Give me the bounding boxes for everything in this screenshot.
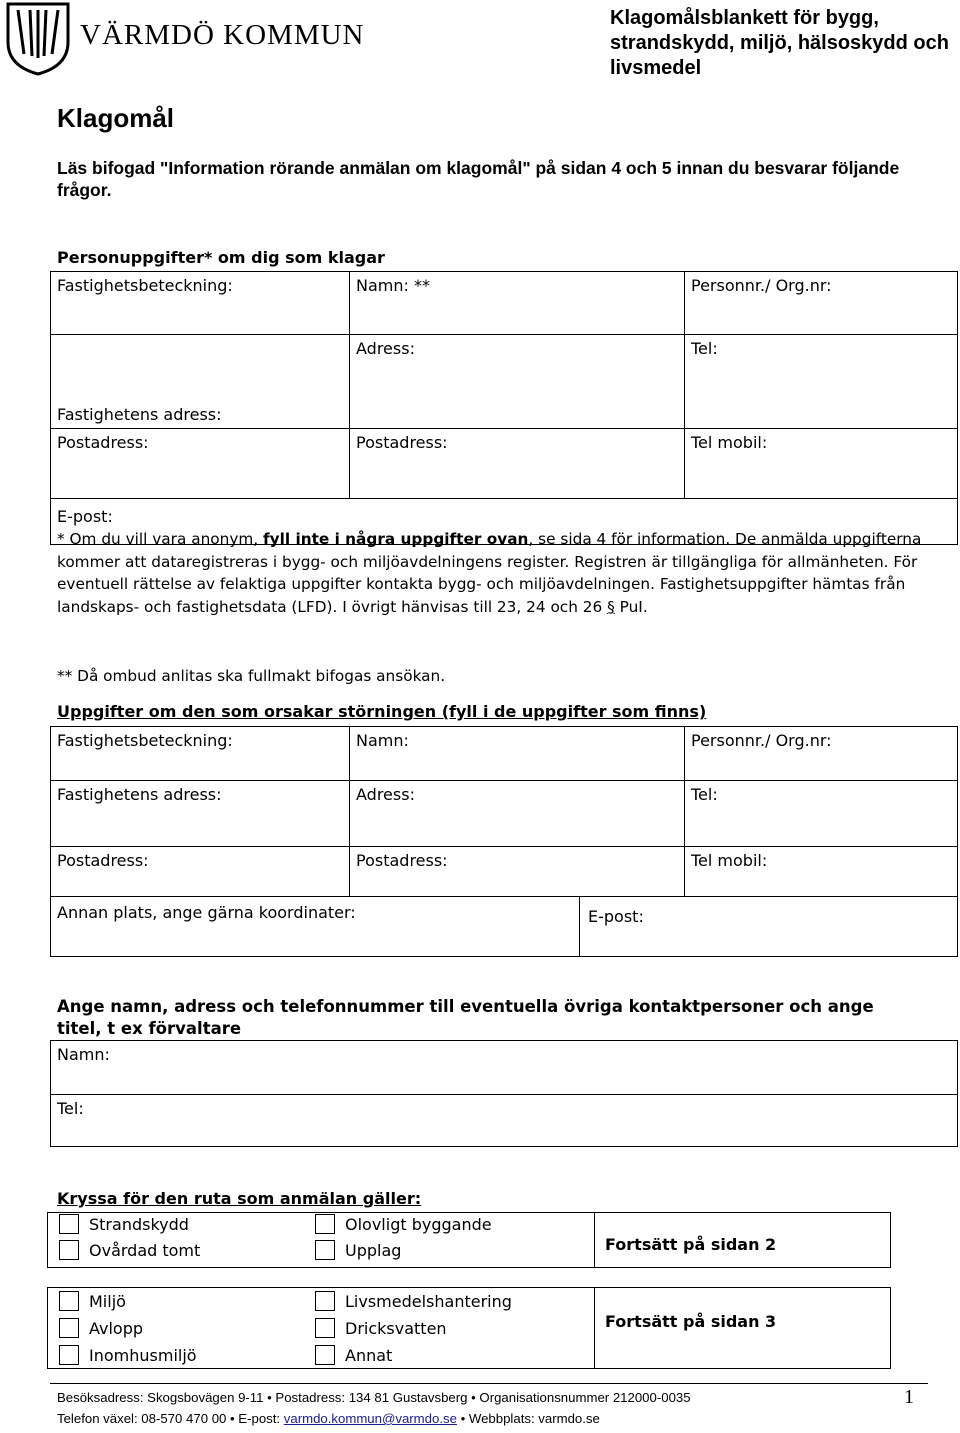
- field-label: Namn:: [57, 1045, 110, 1064]
- divider: [594, 1287, 595, 1369]
- privacy-note: [57, 528, 937, 618]
- note-anonymous-lead: * Om du vill vara anonym,: [57, 530, 259, 548]
- field-label: Personnr./ Org.nr:: [691, 731, 832, 750]
- checkbox-ovardad-tomt[interactable]: [59, 1240, 200, 1260]
- checkbox-label: Ovårdad tomt: [89, 1240, 201, 1260]
- field-label: Annan plats, ange gärna koordinater:: [57, 903, 356, 922]
- field-label: Fastighetens adress:: [57, 785, 222, 804]
- checkbox-strandskydd[interactable]: [59, 1214, 189, 1234]
- field-label: Postadress:: [57, 433, 149, 452]
- field-address[interactable]: [350, 335, 685, 429]
- checkbox-annat[interactable]: [315, 1345, 392, 1365]
- field-postal-address[interactable]: [350, 429, 685, 499]
- checkbox-label: Livsmedelshantering: [345, 1291, 512, 1311]
- field-name[interactable]: [350, 727, 685, 781]
- disturber-info-table: [50, 726, 958, 897]
- field-disturber-email[interactable]: [579, 896, 958, 957]
- section-category-title: Kryssa för den ruta som anmälan gäller:: [57, 1189, 422, 1208]
- field-phone[interactable]: [685, 335, 958, 429]
- page-number: 1: [904, 1386, 914, 1408]
- field-label: Adress:: [356, 785, 415, 804]
- checkbox[interactable]: [59, 1345, 79, 1365]
- footer-contact: [57, 1411, 600, 1426]
- field-label: Tel mobil:: [691, 433, 768, 452]
- field-label: Postadress:: [356, 433, 448, 452]
- field-label: Adress:: [356, 339, 415, 358]
- section-sign: §: [607, 597, 615, 616]
- checkbox-label: Dricksvatten: [345, 1318, 447, 1338]
- checkbox-avlopp[interactable]: [59, 1318, 143, 1338]
- field-personal-number[interactable]: [685, 727, 958, 781]
- proxy-note: ** Då ombud anlitas ska fullmakt bifogas ansökan.: [57, 667, 446, 685]
- field-label: Namn: **: [356, 276, 430, 295]
- footer-website: • Webbplats: varmdo.se: [460, 1411, 600, 1426]
- field-phone[interactable]: [685, 781, 958, 847]
- field-mobile-phone[interactable]: [685, 429, 958, 499]
- personal-info-table: [50, 271, 958, 545]
- footer-phone: Telefon växel: 08-570 470 00 • E-post:: [57, 1411, 281, 1426]
- field-label: Postadress:: [57, 851, 149, 870]
- checkbox[interactable]: [315, 1318, 335, 1338]
- document-title: Klagomålsblankett för bygg, strandskydd, miljö, hälsoskydd och livsmedel: [610, 7, 949, 79]
- checkbox[interactable]: [315, 1240, 335, 1260]
- brand-name: VÄRMDÖ KOMMUN: [80, 19, 365, 51]
- field-label: Fastighetens adress:: [57, 405, 222, 424]
- field-property-address[interactable]: [51, 335, 350, 429]
- note-anonymous-body: , se sida 4 för information. De anmälda uppgifterna kommer att dataregistreras i bygg- och miljöavdelningens register. Registren är tillgängliga för allmänheten. För eventuell rättelse av felaktiga uppgifter kontakta bygg- och miljöavdelningen. Fastighetsuppgifter hämtas från landskaps- och fastighetsdata (LFD). I övrigt hänvisas till 23, 24 och 26: [57, 530, 922, 616]
- checkbox[interactable]: [315, 1214, 335, 1234]
- checkbox[interactable]: [315, 1291, 335, 1311]
- field-property-address[interactable]: [51, 781, 350, 847]
- field-label: E-post:: [57, 507, 113, 526]
- field-name[interactable]: [350, 272, 685, 335]
- field-postal-address-property[interactable]: [51, 847, 350, 897]
- checkbox[interactable]: [59, 1318, 79, 1338]
- checkbox[interactable]: [315, 1345, 335, 1365]
- field-property-designation[interactable]: [51, 272, 350, 335]
- checkbox[interactable]: [59, 1291, 79, 1311]
- checkbox-olovligt-byggande[interactable]: [315, 1214, 492, 1234]
- field-label: E-post:: [588, 907, 644, 926]
- field-label: Postadress:: [356, 851, 448, 870]
- checkbox[interactable]: [59, 1214, 79, 1234]
- field-label: Tel mobil:: [691, 851, 768, 870]
- field-label: Namn:: [356, 731, 409, 750]
- note-anonymous-emphasis: fyll inte i några uppgifter ovan: [263, 530, 529, 548]
- field-personal-number[interactable]: [685, 272, 958, 335]
- continue-page-2: Fortsätt på sidan 2: [605, 1235, 777, 1254]
- checkbox-label: Strandskydd: [89, 1214, 189, 1234]
- checkbox-label: Annat: [345, 1345, 393, 1365]
- checkbox-label: Avlopp: [89, 1318, 144, 1338]
- section-contacts-title: Ange namn, adress och telefonnummer till eventuella övriga kontaktpersoner och ange titel, t ex förvaltare: [57, 997, 874, 1038]
- footer-rule: [50, 1383, 928, 1384]
- field-label: Tel:: [57, 1099, 84, 1118]
- divider: [594, 1212, 595, 1268]
- page-heading: Klagomål: [57, 103, 175, 133]
- field-label: Personnr./ Org.nr:: [691, 276, 832, 295]
- field-label: Tel:: [691, 339, 718, 358]
- checkbox-livsmedelshantering[interactable]: [315, 1291, 512, 1311]
- contacts-table: [50, 1040, 958, 1147]
- continue-page-3: Fortsätt på sidan 3: [605, 1312, 777, 1331]
- field-address[interactable]: [350, 781, 685, 847]
- field-postal-address[interactable]: [350, 847, 685, 897]
- field-property-designation[interactable]: [51, 727, 350, 781]
- municipality-logo: [4, 2, 72, 76]
- field-label: Fastighetsbeteckning:: [57, 731, 233, 750]
- checkbox-label: Miljö: [89, 1291, 126, 1311]
- footer-address: Besöksadress: Skogsbovägen 9-11 • Postadress: 134 81 Gustavsberg • Organisationsnummer 212000-0035: [57, 1390, 691, 1405]
- footer-email-link[interactable]: varmdo.kommun@varmdo.se: [283, 1411, 457, 1426]
- checkbox[interactable]: [59, 1240, 79, 1260]
- field-label: Tel:: [691, 785, 718, 804]
- checkbox-label: Olovligt byggande: [345, 1214, 492, 1234]
- checkbox-upplag[interactable]: [315, 1240, 401, 1260]
- field-other-location[interactable]: [50, 896, 580, 957]
- field-label: Fastighetsbeteckning:: [57, 276, 233, 295]
- checkbox-miljo[interactable]: [59, 1291, 126, 1311]
- field-contact-name[interactable]: [51, 1041, 958, 1095]
- note-law-ref: PuI.: [619, 597, 648, 616]
- checkbox-label: Upplag: [345, 1240, 402, 1260]
- section-personal-title: Personuppgifter* om dig som klagar: [57, 248, 385, 267]
- checkbox-dricksvatten[interactable]: [315, 1318, 447, 1338]
- intro-text: Läs bifogad "Information rörande anmälan om klagomål" på sidan 4 och 5 innan du besvarar följande frågor.: [57, 158, 900, 200]
- field-postal-address-property[interactable]: [51, 429, 350, 499]
- section-disturber-title: Uppgifter om den som orsakar störningen (fyll i de uppgifter som finns): [57, 702, 707, 721]
- field-contact-phone[interactable]: [51, 1095, 958, 1147]
- field-mobile-phone[interactable]: [685, 847, 958, 897]
- checkbox-inomhusmiljo[interactable]: [59, 1345, 197, 1365]
- checkbox-label: Inomhusmiljö: [89, 1345, 197, 1365]
